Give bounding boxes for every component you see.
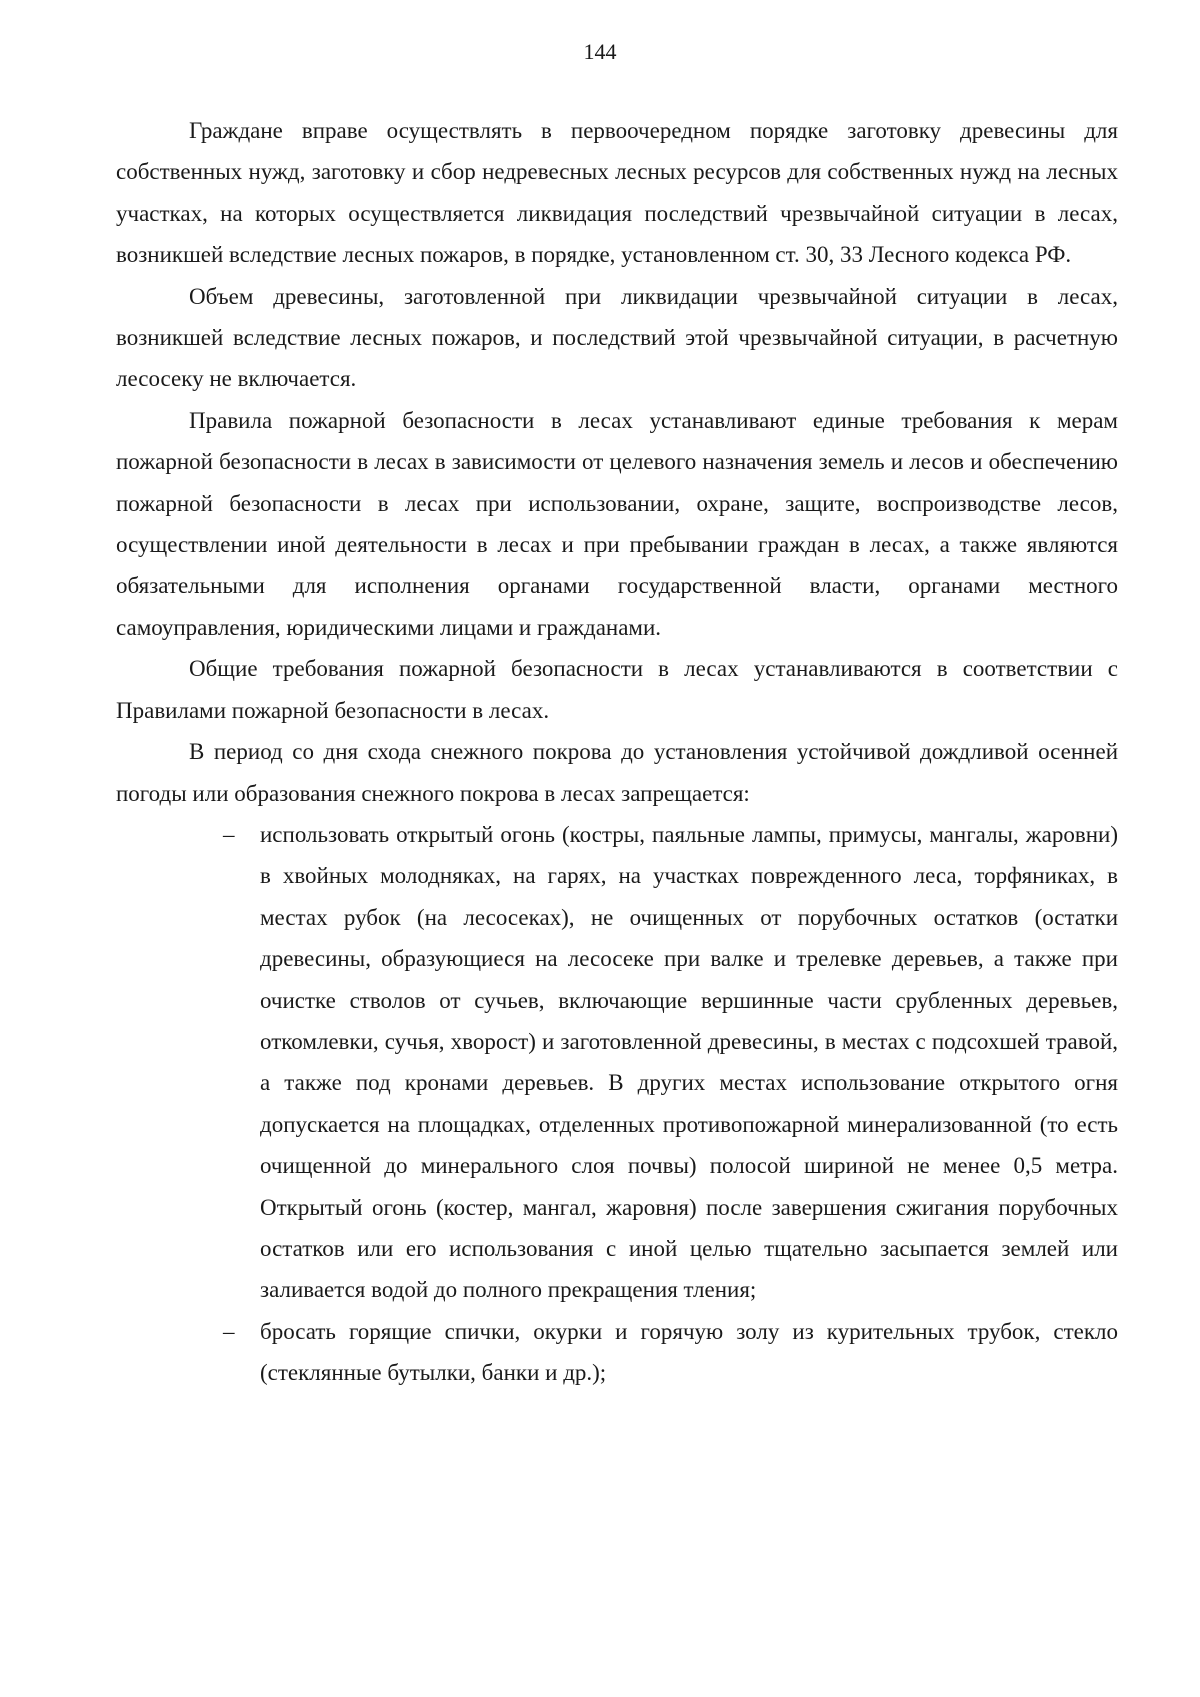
list-item-text: использовать открытый огонь (костры, паяльные лампы, примусы, мангалы, жаровни) в хвойных молодняках, на гарях, на участках поврежденного леса, торфяниках, в местах рубок (на лесосеках), не очищенных от порубочных остатков (остатки древесины, образующиеся на лесосеке при валке и трелевке деревьев, а также при очистке стволов от сучьев, включающие вершинные части срубленных деревьев, откомлевки, сучья, хворост) и заготовленной древесины, в местах с подсохшей травой, а также под кронами деревьев. В других местах использование открытого огня допускается на площадках, отделенных противопожарной минерализованной (то есть очищенной до минерального слоя почвы) полосой шириной не менее 0,5 метра. Открытый огонь (костер, мангал, жаровня) после завершения сжигания порубочных остатков или его использования с иной целью тщательно засыпается землей или заливается водой до полного прекращения тления; <box>260 821 1118 1303</box>
list-item <box>223 814 1118 1311</box>
paragraph-prohibitions-intro: В период со дня схода снежного покрова до установления устойчивой дождливой осенней погоды или образования снежного покрова в лесах запрещается: <box>116 739 1118 806</box>
prohibitions-list <box>116 814 1118 1394</box>
list-item-text: бросать горящие спички, окурки и горячую золу из курительных трубок, стекло (стеклянные бутылки, банки и др.); <box>260 1318 1118 1386</box>
document-body <box>116 110 1118 1394</box>
paragraph-fire-safety-rules: Правила пожарной безопасности в лесах устанавливают единые требования к мерам пожарной безопасности в лесах в зависимости от целевого назначения земель и лесов и обеспечению пожарной безопасности в лесах при использовании, охране, защите, воспроизводстве лесов, осуществлении иной деятельности в лесах и при пребывании граждан в лесах, а также являются обязательными для исполнения органами государственной власти, органами местного самоуправления, юридическими лицами и гражданами. <box>116 407 1118 640</box>
paragraph-general-requirements: Общие требования пожарной безопасности в лесах устанавливаются в соответствии с Правилами пожарной безопасности в лесах. <box>116 656 1118 723</box>
list-item <box>223 1311 1118 1394</box>
list-marker: – <box>223 821 235 847</box>
paragraph-timber-volume: Объем древесины, заготовленной при ликвидации чрезвычайной ситуации в лесах, возникшей вследствие лесных пожаров, и последствий этой чрезвычайной ситуации, в расчетную лесосеку не включается. <box>116 283 1118 392</box>
paragraph-citizens-rights: Граждане вправе осуществлять в первоочередном порядке заготовку древесины для собственных нужд, заготовку и сбор недревесных лесных ресурсов для собственных нужд на лесных участках, на которых осуществляется ликвидация последствий чрезвычайной ситуации в лесах, возникшей вследствие лесных пожаров, в порядке, установленном ст. 30, 33 Лесного кодекса РФ. <box>116 118 1118 268</box>
list-marker: – <box>223 1318 235 1344</box>
page-number: 144 <box>583 39 617 64</box>
